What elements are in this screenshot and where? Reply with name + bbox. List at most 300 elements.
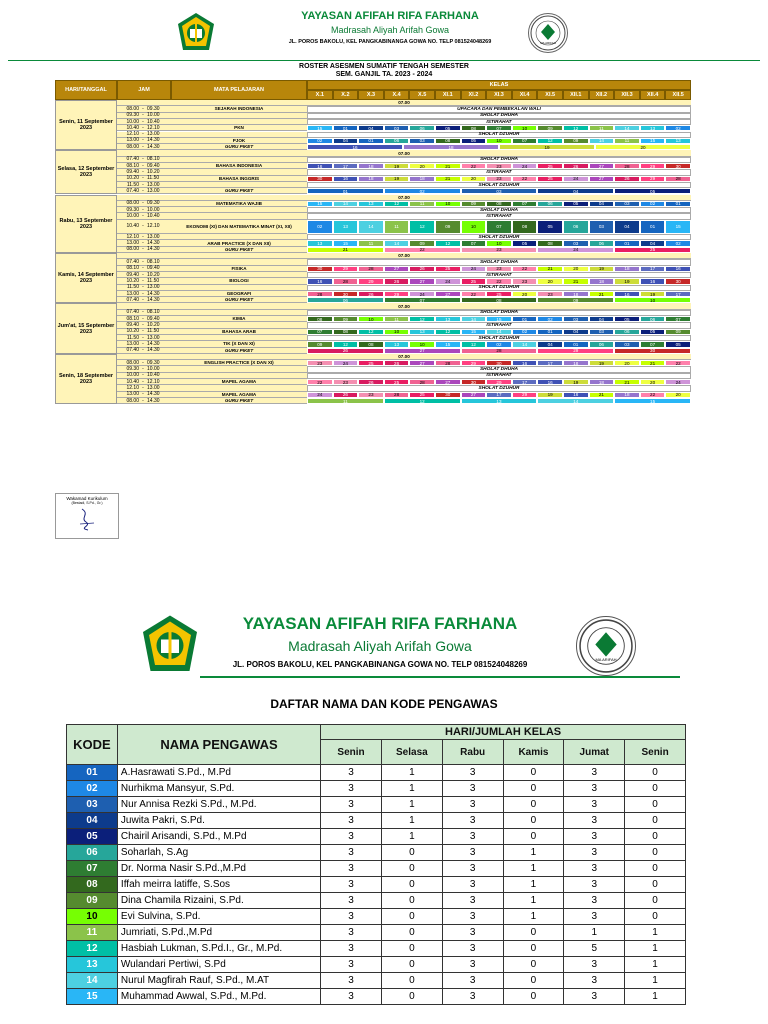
kode-cell: 11 bbox=[384, 316, 410, 322]
kode-cell: 11 bbox=[589, 125, 615, 131]
kode-cell: 08 bbox=[512, 220, 538, 234]
time-start: 08.10 bbox=[126, 265, 139, 272]
jumlah-cell: 3 bbox=[442, 989, 503, 1005]
kode-cell: 12 bbox=[67, 941, 118, 957]
kode-cell: 18 bbox=[589, 379, 615, 385]
start-time: 07.00 bbox=[117, 195, 691, 201]
jumlah-cell: 3 bbox=[321, 797, 382, 813]
kode-cell: 08 bbox=[67, 877, 118, 893]
day-label: Senin, 18 September 2023 bbox=[55, 354, 117, 404]
col-day: Selasa bbox=[381, 740, 442, 765]
time-start: 12.10 bbox=[126, 233, 139, 240]
time-end: 14.30 bbox=[147, 143, 160, 150]
seal-label: MA ARIFAH bbox=[540, 41, 556, 45]
time-dash: - bbox=[142, 259, 144, 266]
activity-band: SHOLAT DHUHA bbox=[307, 207, 691, 213]
kode-cell: 12 bbox=[384, 201, 410, 207]
kode-cell: 16 bbox=[665, 266, 691, 272]
kode-cell: 14 bbox=[614, 125, 640, 131]
subject-cell: GEOGRAFI bbox=[171, 291, 307, 297]
kode-cell: 01 bbox=[537, 329, 563, 335]
kode-cell: 17 bbox=[665, 291, 691, 297]
kode-cell: 27 bbox=[589, 163, 615, 169]
kode-cell: 09 bbox=[461, 201, 487, 207]
kode-cell: 10 bbox=[512, 125, 538, 131]
piket-cell: 25 bbox=[614, 247, 691, 253]
pengawas-title: DAFTAR NAMA DAN KODE PENGAWAS bbox=[270, 697, 498, 711]
kode-cell: 13 bbox=[435, 316, 461, 322]
time-start: 10.40 bbox=[126, 223, 139, 230]
kode-cell: 05 bbox=[563, 201, 589, 207]
pengawas-row bbox=[67, 925, 686, 941]
jumlah-cell: 3 bbox=[321, 861, 382, 877]
activity-band: SHOLAT DZUHUR bbox=[307, 285, 691, 291]
kode-cell: 24 bbox=[512, 163, 538, 169]
piket-cell: 20 bbox=[595, 144, 691, 150]
col-kelas-item: X.5 bbox=[409, 90, 435, 100]
time-end: 11.50 bbox=[147, 175, 160, 182]
kode-cell: 20 bbox=[640, 379, 666, 385]
jumlah-cell: 0 bbox=[381, 877, 442, 893]
subject-cell: KIMIA bbox=[171, 316, 307, 322]
kode-cell: 28 bbox=[358, 266, 384, 272]
jumlah-cell: 3 bbox=[321, 973, 382, 989]
subject-cell: MAPEL AGAMA bbox=[171, 379, 307, 385]
kode-cell: 23 bbox=[537, 291, 563, 297]
time-dash: - bbox=[142, 233, 144, 240]
nama-cell: A.Hasrawati S.Pd., M.Pd bbox=[117, 765, 320, 781]
kode-cell: 29 bbox=[384, 291, 410, 297]
time-start: 13.00 bbox=[126, 391, 139, 398]
time-end: 10.20 bbox=[147, 168, 160, 175]
time-start: 08.00 bbox=[126, 143, 139, 150]
kode-cell: 28 bbox=[665, 176, 691, 182]
kode-cell: 08 bbox=[307, 316, 333, 322]
nama-cell: Soharlah, S.Ag bbox=[117, 845, 320, 861]
col-nama: NAMA PENGAWAS bbox=[117, 725, 320, 765]
jumlah-cell: 0 bbox=[381, 957, 442, 973]
piket-cell: 02 bbox=[384, 188, 461, 194]
jumlah-cell: 3 bbox=[442, 829, 503, 845]
activity-band: SHOLAT DZUHUR bbox=[307, 335, 691, 341]
time-dash: - bbox=[142, 200, 144, 207]
time-end: 14.30 bbox=[147, 246, 160, 253]
time-end: 14.30 bbox=[147, 296, 160, 303]
kode-cell: 13 bbox=[333, 220, 359, 234]
kode-cell: 14 bbox=[512, 341, 538, 347]
kode-cell: 19 bbox=[537, 392, 563, 398]
kode-cell: 03 bbox=[384, 125, 410, 131]
start-time: 07.00 bbox=[117, 253, 691, 259]
kode-cell: 08 bbox=[435, 138, 461, 144]
kode-cell: 22 bbox=[486, 278, 512, 284]
kode-cell: 25 bbox=[409, 392, 435, 398]
jumlah-cell: 3 bbox=[442, 909, 503, 925]
jumlah-cell: 0 bbox=[503, 781, 564, 797]
pengawas-row bbox=[67, 781, 686, 797]
subject-cell: SEJARAH INDONESIA bbox=[171, 106, 307, 112]
yayasan-name: YAYASAN AFIFAH RIFA FARHANA bbox=[242, 614, 518, 633]
school-seal-icon bbox=[528, 13, 568, 53]
kode-cell: 18 bbox=[358, 176, 384, 182]
col-kelas-item: XII.1 bbox=[563, 90, 589, 100]
kode-cell: 21 bbox=[640, 360, 666, 366]
jumlah-cell: 3 bbox=[564, 877, 625, 893]
time-start: 10.20 bbox=[126, 175, 139, 182]
kode-cell: 26 bbox=[384, 278, 410, 284]
jumlah-cell: 3 bbox=[442, 861, 503, 877]
jumlah-cell: 3 bbox=[442, 941, 503, 957]
time-start: 09.30 bbox=[126, 206, 139, 213]
kode-cell: 15 bbox=[67, 989, 118, 1005]
pengawas-row bbox=[67, 941, 686, 957]
kode-cell: 28 bbox=[307, 291, 333, 297]
jumlah-cell: 3 bbox=[442, 893, 503, 909]
time-end: 10.20 bbox=[147, 322, 160, 329]
kode-cell: 06 bbox=[640, 316, 666, 322]
time-end: 08.10 bbox=[147, 156, 160, 163]
kode-cell: 11 bbox=[384, 220, 410, 234]
kode-cell: 02 bbox=[486, 341, 512, 347]
jumlah-cell: 3 bbox=[442, 813, 503, 829]
kode-cell: 04 bbox=[333, 138, 359, 144]
time-dash: - bbox=[142, 168, 144, 175]
school-seal-icon bbox=[576, 616, 636, 676]
time-end: 13.00 bbox=[147, 187, 160, 194]
col-kelas-item: X.4 bbox=[384, 90, 410, 100]
jumlah-cell: 1 bbox=[625, 941, 686, 957]
nama-cell: Evi Sulvina, S.Pd. bbox=[117, 909, 320, 925]
time-dash: - bbox=[142, 187, 144, 194]
kode-cell: 28 bbox=[333, 278, 359, 284]
kode-cell: 01 bbox=[640, 220, 666, 234]
kode-cell: 29 bbox=[461, 360, 487, 366]
piket-cell: 18 bbox=[403, 144, 499, 150]
kode-cell: 04 bbox=[563, 329, 589, 335]
kode-cell: 26 bbox=[614, 176, 640, 182]
nama-cell: Dr. Norma Nasir S.Pd.,M.Pd bbox=[117, 861, 320, 877]
time-end: 08.10 bbox=[147, 259, 160, 266]
time-dash: - bbox=[142, 105, 144, 112]
jumlah-cell: 3 bbox=[321, 813, 382, 829]
col-jam: JAM bbox=[117, 80, 171, 100]
col-day: Jumat bbox=[564, 740, 625, 765]
kode-cell: 10 bbox=[461, 220, 487, 234]
activity-band: SHOLAT DHUHA bbox=[307, 113, 691, 119]
time-dash: - bbox=[142, 347, 144, 354]
piket-cell: 30 bbox=[614, 348, 691, 354]
kode-cell: 05 bbox=[435, 125, 461, 131]
kode-cell: 22 bbox=[461, 163, 487, 169]
pengawas-row bbox=[67, 861, 686, 877]
kode-cell: 06 bbox=[537, 201, 563, 207]
jumlah-cell: 0 bbox=[625, 765, 686, 781]
jumlah-cell: 3 bbox=[442, 797, 503, 813]
kode-cell: 12 bbox=[461, 341, 487, 347]
madrasah-name: Madrasah Aliyah Arifah Gowa bbox=[330, 25, 450, 35]
time-cell bbox=[117, 220, 171, 234]
roster-title: ROSTER ASESMEN SUMATIF TENGAH SEMESTER bbox=[299, 63, 469, 70]
kode-cell: 05 bbox=[461, 138, 487, 144]
col-day: Rabu bbox=[442, 740, 503, 765]
kode-cell: 25 bbox=[486, 291, 512, 297]
jumlah-cell: 0 bbox=[625, 909, 686, 925]
kode-cell: 10 bbox=[486, 240, 512, 246]
kode-cell: 07 bbox=[307, 329, 333, 335]
day-label: Jum'at, 15 September 2023 bbox=[55, 303, 117, 353]
kode-cell: 23 bbox=[307, 360, 333, 366]
time-start: 10.40 bbox=[126, 124, 139, 131]
piket-cell: 01 bbox=[307, 188, 384, 194]
kode-cell: 19 bbox=[589, 360, 615, 366]
kode-cell: 28 bbox=[435, 360, 461, 366]
kode-cell: 10 bbox=[435, 201, 461, 207]
kode-cell: 14 bbox=[384, 240, 410, 246]
piket-cell: 04 bbox=[537, 188, 614, 194]
time-end: 10.20 bbox=[147, 271, 160, 278]
kode-cell: 30 bbox=[333, 291, 359, 297]
piket-cell: 24 bbox=[537, 247, 614, 253]
time-start: 10.00 bbox=[126, 213, 139, 220]
time-start: 11.50 bbox=[126, 334, 139, 341]
time-start: 08.10 bbox=[126, 315, 139, 322]
kode-cell: 14 bbox=[67, 973, 118, 989]
nama-cell: Hasbiah Lukman, S.Pd.I., Gr., M.Pd. bbox=[117, 941, 320, 957]
activity-band: ISTIRAHAT bbox=[307, 272, 691, 278]
jumlah-cell: 5 bbox=[564, 941, 625, 957]
kode-cell: 29 bbox=[640, 163, 666, 169]
kode-cell: 20 bbox=[409, 163, 435, 169]
kode-cell: 02 bbox=[665, 240, 691, 246]
kode-cell: 12 bbox=[358, 329, 384, 335]
yayasan-name: YAYASAN AFIFAH RIFA FARHANA bbox=[301, 10, 479, 22]
jumlah-cell: 3 bbox=[564, 893, 625, 909]
time-dash: - bbox=[142, 206, 144, 213]
kode-cell: 30 bbox=[435, 392, 461, 398]
kode-cell: 18 bbox=[589, 278, 615, 284]
kode-cell: 04 bbox=[537, 341, 563, 347]
kode-cell: 25 bbox=[358, 360, 384, 366]
time-end: 10.00 bbox=[147, 112, 160, 119]
nama-cell: Muhammad Awwal, S.Pd., M.Pd. bbox=[117, 989, 320, 1005]
signature-box bbox=[55, 493, 119, 539]
kode-cell: 15 bbox=[307, 125, 333, 131]
roster-table bbox=[55, 80, 691, 486]
kode-cell: 01 bbox=[67, 765, 118, 781]
nama-cell: Juwita Pakri, S.Pd. bbox=[117, 813, 320, 829]
jumlah-cell: 0 bbox=[381, 941, 442, 957]
kode-cell: 12 bbox=[563, 125, 589, 131]
time-start: 08.00 bbox=[126, 200, 139, 207]
jumlah-cell: 0 bbox=[503, 765, 564, 781]
piket-cell: 26 bbox=[307, 348, 384, 354]
kode-cell: 02 bbox=[67, 781, 118, 797]
kode-cell: 01 bbox=[614, 240, 640, 246]
subject-cell: BAHASA ARAB bbox=[171, 329, 307, 335]
day-label: Senin, 11 September 2023 bbox=[55, 100, 117, 150]
jumlah-cell: 0 bbox=[503, 925, 564, 941]
kode-cell: 30 bbox=[486, 360, 512, 366]
jumlah-cell: 1 bbox=[503, 861, 564, 877]
kode-cell: 09 bbox=[307, 341, 333, 347]
activity-band: SHOLAT DHUHA bbox=[307, 310, 691, 316]
jumlah-cell: 3 bbox=[321, 941, 382, 957]
kode-cell: 07 bbox=[486, 125, 512, 131]
col-day: Senin bbox=[321, 740, 382, 765]
kode-cell: 21 bbox=[563, 278, 589, 284]
time-dash: - bbox=[142, 162, 144, 169]
pengawas-row bbox=[67, 973, 686, 989]
kode-cell: 15 bbox=[486, 316, 512, 322]
jumlah-cell: 3 bbox=[442, 845, 503, 861]
kode-cell: 17 bbox=[640, 266, 666, 272]
time-cell bbox=[117, 398, 171, 404]
jumlah-cell: 3 bbox=[564, 861, 625, 877]
piket-cell: 23 bbox=[461, 247, 538, 253]
kode-cell: 15 bbox=[435, 341, 461, 347]
jumlah-cell: 0 bbox=[503, 829, 564, 845]
activity-band: SHOLAT DZUHUR bbox=[307, 234, 691, 240]
col-kelas-item: XII.4 bbox=[640, 90, 666, 100]
jumlah-cell: 3 bbox=[321, 829, 382, 845]
jumlah-cell: 3 bbox=[442, 957, 503, 973]
kode-cell: 18 bbox=[409, 176, 435, 182]
kode-cell: 13 bbox=[665, 138, 691, 144]
nama-cell: Wulandari Pertiwi, S.Pd bbox=[117, 957, 320, 973]
piket-cell: 22 bbox=[384, 247, 461, 253]
time-dash: - bbox=[142, 181, 144, 188]
nama-cell: Nurhikma Mansyur, S.Pd. bbox=[117, 781, 320, 797]
kode-cell: 30 bbox=[307, 266, 333, 272]
activity-band: ISTIRAHAT bbox=[307, 373, 691, 379]
pengawas-row bbox=[67, 893, 686, 909]
kode-cell: 14 bbox=[461, 316, 487, 322]
jumlah-cell: 0 bbox=[503, 989, 564, 1005]
jumlah-cell: 0 bbox=[625, 893, 686, 909]
kode-cell: 05 bbox=[665, 341, 691, 347]
time-end: 13.00 bbox=[147, 284, 160, 291]
kode-cell: 13 bbox=[409, 329, 435, 335]
kode-cell: 24 bbox=[563, 176, 589, 182]
kode-cell: 15 bbox=[461, 329, 487, 335]
kode-cell: 02 bbox=[665, 125, 691, 131]
jumlah-cell: 1 bbox=[564, 925, 625, 941]
piket-cell: 11 bbox=[307, 398, 384, 404]
kode-cell: 09 bbox=[563, 138, 589, 144]
pengawas-table bbox=[66, 724, 686, 1005]
kode-cell: 25 bbox=[384, 379, 410, 385]
time-end: 13.00 bbox=[147, 233, 160, 240]
roster-row bbox=[117, 398, 691, 404]
jumlah-cell: 3 bbox=[442, 973, 503, 989]
time-start: 07.40 bbox=[126, 309, 139, 316]
time-end: 13.00 bbox=[147, 181, 160, 188]
time-start: 12.10 bbox=[126, 131, 139, 138]
nama-cell: Nurul Magfirah Rauf, S.Pd., M.AT bbox=[117, 973, 320, 989]
jumlah-cell: 0 bbox=[625, 829, 686, 845]
jumlah-cell: 3 bbox=[321, 845, 382, 861]
time-end: 13.00 bbox=[147, 131, 160, 138]
time-start: 11.50 bbox=[126, 181, 139, 188]
time-start: 08.00 bbox=[126, 359, 139, 366]
time-start: 08.00 bbox=[126, 397, 139, 404]
col-kelas-item: XII.2 bbox=[589, 90, 615, 100]
col-mata-pelajaran: MATA PELAJARAN bbox=[171, 80, 307, 100]
piket-cell: 15 bbox=[614, 398, 691, 404]
kode-cell: 12 bbox=[537, 138, 563, 144]
time-start: 07.40 bbox=[126, 347, 139, 354]
kode-cell: 21 bbox=[614, 379, 640, 385]
pengawas-row bbox=[67, 765, 686, 781]
kode-cell: 05 bbox=[512, 240, 538, 246]
activity-band: SHOLAT DHUHA bbox=[307, 366, 691, 372]
kode-cell: 22 bbox=[640, 392, 666, 398]
time-start: 13.00 bbox=[126, 137, 139, 144]
day-label: Rabu, 13 September 2023 bbox=[55, 195, 117, 254]
col-kelas-item: XI.1 bbox=[435, 90, 461, 100]
kode-cell: 13 bbox=[384, 341, 410, 347]
time-end: 09.30 bbox=[147, 359, 160, 366]
nama-cell: Chairil Arisandi, S.Pd., M.Pd bbox=[117, 829, 320, 845]
kode-cell: 19 bbox=[614, 278, 640, 284]
jumlah-cell: 3 bbox=[321, 957, 382, 973]
kode-cell: 19 bbox=[384, 163, 410, 169]
kode-cell: 22 bbox=[307, 379, 333, 385]
jumlah-cell: 3 bbox=[564, 829, 625, 845]
kode-cell: 07 bbox=[67, 861, 118, 877]
kode-cell: 04 bbox=[589, 201, 615, 207]
kode-cell: 15 bbox=[307, 201, 333, 207]
kode-cell: 12 bbox=[435, 240, 461, 246]
kode-cell: 04 bbox=[589, 316, 615, 322]
kode-cell: 04 bbox=[358, 125, 384, 131]
jumlah-cell: 1 bbox=[503, 845, 564, 861]
jumlah-cell: 3 bbox=[321, 877, 382, 893]
kode-cell: 16 bbox=[512, 360, 538, 366]
kode-cell: 08 bbox=[333, 329, 359, 335]
time-end: 09.30 bbox=[147, 105, 160, 112]
subject-cell: BAHASA INGGRIS bbox=[171, 176, 307, 182]
time-end: 09.30 bbox=[147, 200, 160, 207]
piket-cell: 28 bbox=[461, 348, 538, 354]
kode-cell: 20 bbox=[512, 291, 538, 297]
time-start: 11.50 bbox=[126, 284, 139, 291]
col-kelas-item: XI.2 bbox=[461, 90, 487, 100]
kode-cell: 18 bbox=[614, 392, 640, 398]
kode-cell: 15 bbox=[640, 138, 666, 144]
time-start: 07.40 bbox=[126, 187, 139, 194]
kode-cell: 26 bbox=[333, 392, 359, 398]
kode-cell: 24 bbox=[307, 392, 333, 398]
kode-cell: 16 bbox=[307, 278, 333, 284]
start-time: 07.00 bbox=[117, 150, 691, 156]
col-kelas-item: X.1 bbox=[307, 90, 333, 100]
kode-cell: 07 bbox=[512, 138, 538, 144]
time-end: 12.10 bbox=[147, 223, 160, 230]
jumlah-cell: 0 bbox=[381, 845, 442, 861]
time-dash: - bbox=[142, 131, 144, 138]
time-start: 13.00 bbox=[126, 290, 139, 297]
kemenag-logo-icon bbox=[140, 614, 200, 674]
col-kelas-item: XII.3 bbox=[614, 90, 640, 100]
time-dash: - bbox=[142, 246, 144, 253]
kode-cell: 11 bbox=[67, 925, 118, 941]
kode-cell: 20 bbox=[563, 266, 589, 272]
kode-cell: 16 bbox=[640, 278, 666, 284]
kode-cell: 30 bbox=[665, 163, 691, 169]
kode-cell: 06 bbox=[384, 138, 410, 144]
time-end: 10.00 bbox=[147, 206, 160, 213]
